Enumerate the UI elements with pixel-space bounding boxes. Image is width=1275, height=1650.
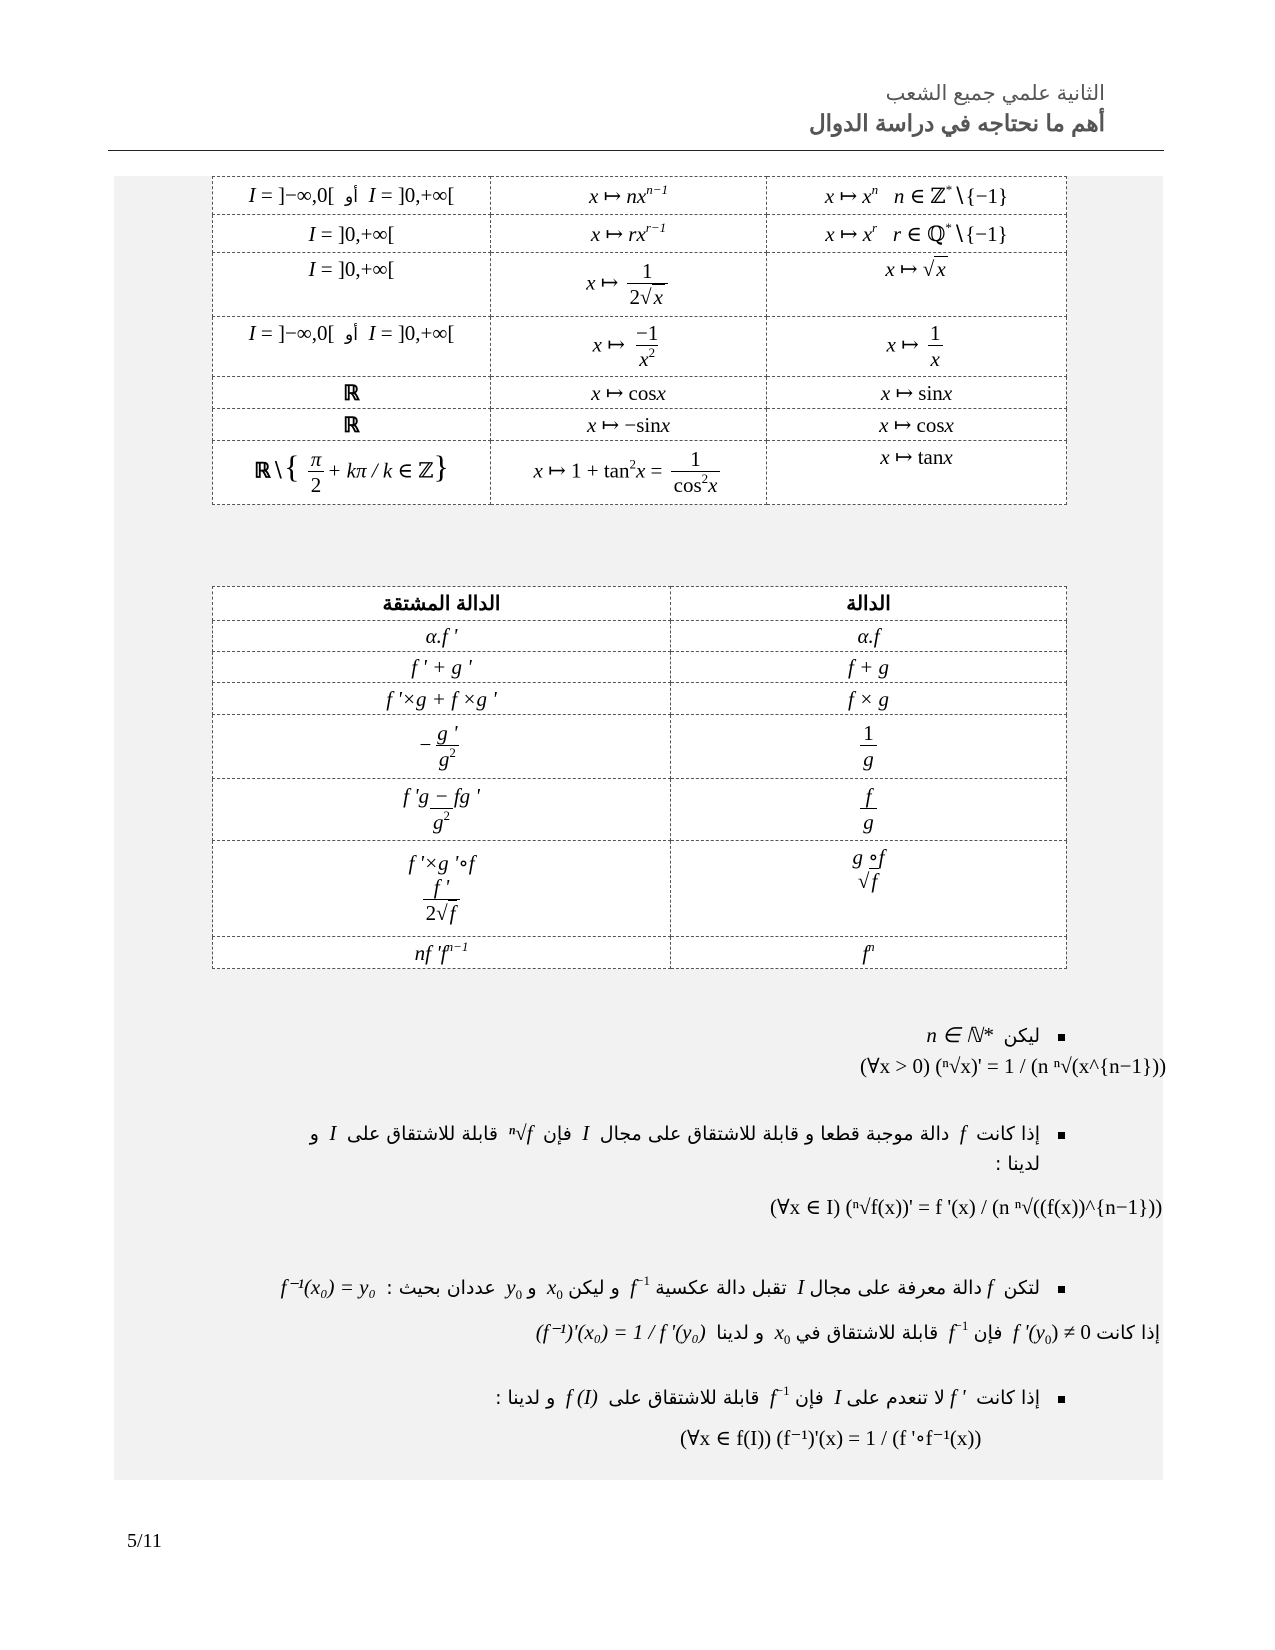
fraction: $\frac{f}{g}$ <box>860 784 877 835</box>
rule-4-formula: (∀x ∈ f(I)) (f⁻¹)'(x) = 1 / (f '∘f⁻¹(x)) <box>680 1426 982 1450</box>
interval-cell: I = ]0,+∞[ <box>213 215 491 253</box>
rule-2: إذا كانت f دالة موجبة قطعا و قابلة للاشتقاق على مجال I فإن ⁿ√f قابلة للاشتقاق على I و لدينا : <box>130 1118 1160 1179</box>
page-header <box>809 80 1105 138</box>
table-header-row <box>213 587 1067 621</box>
derivative-cell: x ↦ $\frac{-1}{x^2}$ <box>491 317 767 377</box>
interval-cell: I = ]−∞,0[ أو I = ]0,+∞[ <box>213 317 491 377</box>
derivative-cell: x ↦ $1 + \tan^2x$ = $\frac{1}{\cos^2x}$ <box>491 441 767 505</box>
function-cell <box>671 715 1067 779</box>
interval-cell: ℝ <box>213 409 491 441</box>
table-row <box>213 652 1067 683</box>
derivative-cell: nf '$f^{n-1}$ <box>213 937 671 969</box>
table-row <box>213 715 1067 779</box>
table-row <box>213 177 1067 215</box>
derivative-cell: x ↦ −sinx <box>491 409 767 441</box>
function-cell: f × g <box>671 683 1067 715</box>
rule-1-formula: (∀x > 0) (ⁿ√x)' = 1 / (n ⁿ√(x^{n−1})) <box>860 1054 1167 1078</box>
rule-3-line-2: إذا كانت f '$(y_0) \ne 0$ فإن $f^{-1}$ قابلة للاشتقاق في $x_0$ و لدينا (f⁻¹)'(x₀) = 1 / f '(y₀) <box>535 1318 1160 1347</box>
table-row <box>213 441 1067 505</box>
bullet-icon <box>1058 1034 1065 1041</box>
function-cell: x ↦ tanx <box>767 441 1067 505</box>
function-cell: $f^n$ <box>671 937 1067 969</box>
rule-3: لتكن f دالة معرفة على مجال I تقبل دالة عكسية $f^{-1}$ و ليكن $x_0$ و $y_0$ عددان بحيث : f⁻¹(x₀) = y₀ إذا كانت f '$(y_0) \ne 0$ فإن $f^{-1}$ قابلة للاشتقاق في $x_0$ و لدينا (f⁻¹)'(x₀) = 1 / f '(y₀) <box>130 1272 1160 1348</box>
function-cell: x ↦ $\frac{1}{x}$ <box>767 317 1067 377</box>
composition-function: g ∘f <box>852 845 885 869</box>
table-row <box>213 621 1067 652</box>
function-cell: x ↦ cosx <box>767 409 1067 441</box>
table-row <box>213 317 1067 377</box>
bullet-icon <box>1058 1396 1065 1403</box>
fraction: $\frac{f 'g - fg '}{g^2}$ <box>403 784 480 834</box>
interval-cell: ℝ∖{ $\frac{\pi}{2}$ + kπ / k ∈ ℤ} <box>213 441 491 505</box>
interval-cell: I = ]−∞,0[ أو I = ]0,+∞[ <box>213 177 491 215</box>
table-row <box>213 841 1067 937</box>
fraction: $\frac{1}{\cos^2x}$ <box>671 447 721 498</box>
derivative-cell <box>213 841 671 937</box>
rule-3-formula: (f⁻¹)'(x₀) = 1 / f '(y₀) <box>535 1320 706 1344</box>
function-cell: x ↦ √x <box>767 253 1067 317</box>
rule-4: إذا كانت f ' لا تنعدم على I فإن $f^{-1}$ قابلة للاشتقاق على f (I) و لدينا : <box>495 1382 1065 1413</box>
basic-derivatives-table <box>212 176 1067 505</box>
table-row <box>213 377 1067 409</box>
header-function: الدالة <box>671 587 1067 621</box>
derivative-cell: x ↦ $rx^{r-1}$ <box>491 215 767 253</box>
interval-cell: ℝ <box>213 377 491 409</box>
derivative-cell: − $\frac{g '}{g^2}$ <box>213 715 671 779</box>
composition-derivative: f '×g '∘f <box>408 851 475 875</box>
interval-cell: I = ]0,+∞[ <box>213 253 491 317</box>
function-cell: g ∘f √f <box>671 841 1067 937</box>
fraction: $\frac{1}{2√x}$ <box>627 259 668 310</box>
derivative-cell: α.f ' <box>213 621 671 652</box>
header-title: أهم ما نحتاجه في دراسة الدوال <box>808 110 1105 136</box>
rule-1: ليكن n ∈ ℕ* <box>926 1020 1065 1051</box>
table-row <box>213 779 1067 841</box>
fraction: $\frac{1}{x}$ <box>927 321 944 372</box>
table-row <box>213 683 1067 715</box>
derivative-cell <box>213 779 671 841</box>
derivative-cell: f ' + g ' <box>213 652 671 683</box>
function-cell <box>671 779 1067 841</box>
function-cell: x ↦ sinx <box>767 377 1067 409</box>
table-row <box>213 253 1067 317</box>
derivative-cell: x ↦ $nx^{n-1}$ <box>491 177 767 215</box>
fraction: $\frac{\pi}{2}$ <box>308 447 325 498</box>
header-divider <box>108 150 1164 151</box>
table-row <box>213 215 1067 253</box>
table-row <box>213 937 1067 969</box>
rule-2-formula: (∀x ∈ I) (ⁿ√f(x))' = f '(x) / (n ⁿ√((f(x))^{n−1})) <box>770 1195 1163 1219</box>
header-derivative: الدالة المشتقة <box>213 587 671 621</box>
bullet-icon <box>1058 1132 1065 1139</box>
bullet-icon <box>1058 1286 1065 1293</box>
fraction: $\frac{1}{g}$ <box>860 721 877 772</box>
function-cell: x ↦ $x^n$ n ∈ ℤ*∖{−1} <box>767 177 1067 215</box>
page-number: 5/11 <box>127 1530 162 1552</box>
rule-2-continuation: لدينا : <box>994 1153 1040 1175</box>
derivative-operations-table <box>212 586 1067 969</box>
derivative-cell: x ↦ cosx <box>491 377 767 409</box>
table-row <box>213 409 1067 441</box>
fraction: $\frac{-1}{x^2}$ <box>636 321 659 371</box>
derivative-cell: f '×g + f ×g ' <box>213 683 671 715</box>
function-cell: f + g <box>671 652 1067 683</box>
header-subtitle: الثانية علمي جميع الشعب <box>885 82 1105 105</box>
fraction: $\frac{f '}{2√f}$ <box>423 875 461 926</box>
function-cell: α.f <box>671 621 1067 652</box>
fraction: $\frac{g '}{g^2}$ <box>437 721 458 771</box>
derivative-cell: x ↦ $\frac{1}{2√x}$ <box>491 253 767 317</box>
function-cell: x ↦ $x^r$ r ∈ ℚ*∖{−1} <box>767 215 1067 253</box>
